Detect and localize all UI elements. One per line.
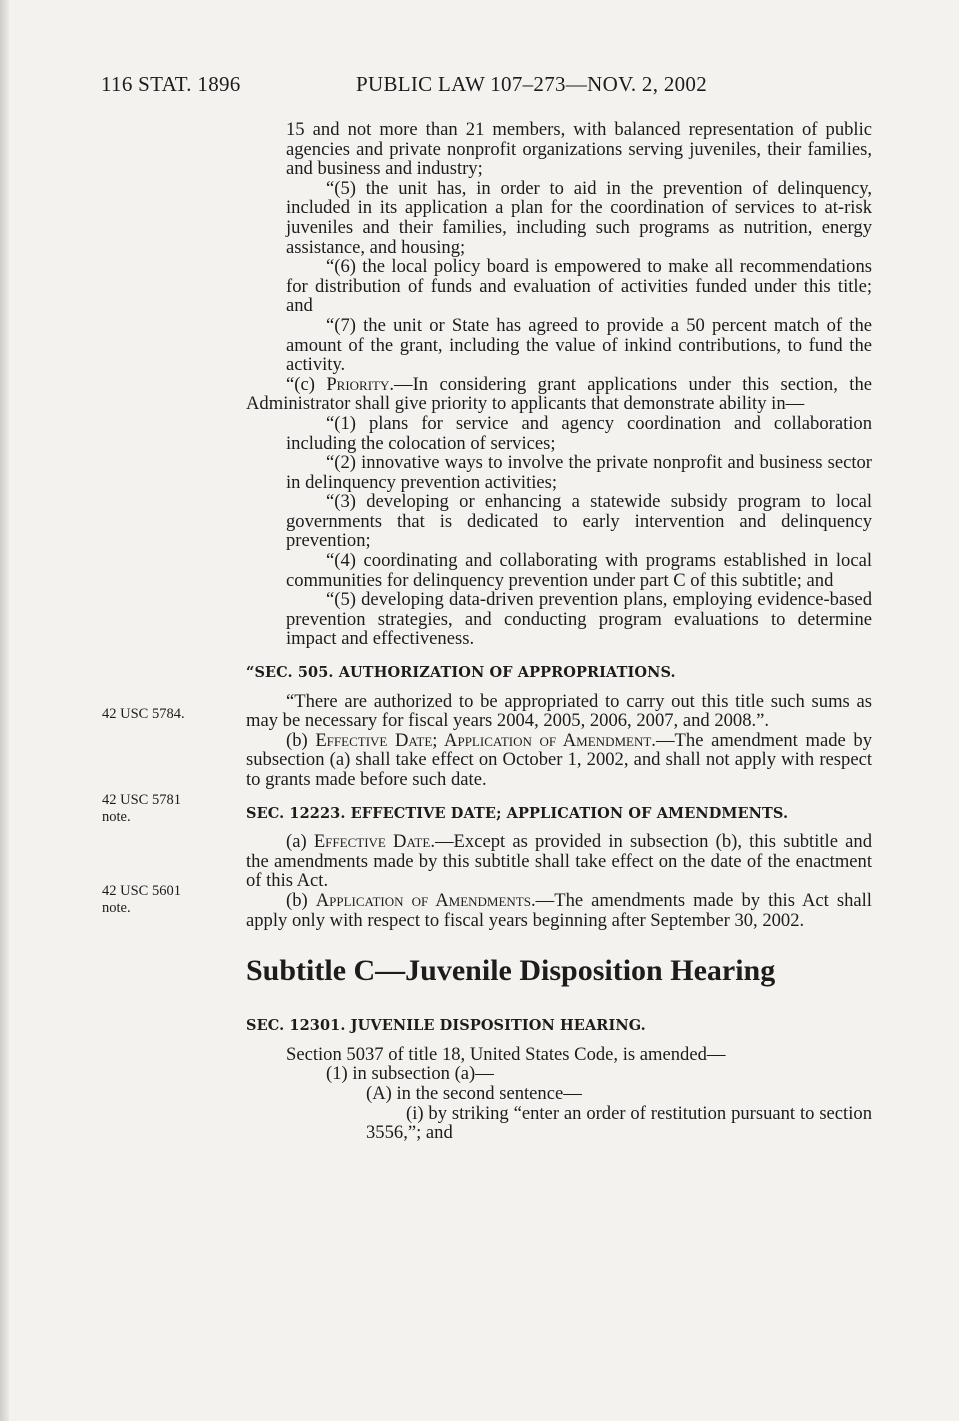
section-12301-heading: SEC. 12301. JUVENILE DISPOSITION HEARING. (246, 1017, 646, 1035)
item-1: (1) in subsection (a)— (326, 1063, 494, 1085)
priority-item-2: “(2) innovative ways to involve the private nonprofit and business sector in delinquency prevention activities; (286, 452, 872, 493)
application-of-amendments-label: Application of Amendments (315, 889, 531, 911)
scan-edge (0, 0, 9, 1421)
margin-note-usc-5781: 42 USC 5781 note. (102, 792, 181, 825)
section-12223-heading: SEC. 12223. EFFECTIVE DATE; APPLICATION OF AMENDMENTS. (246, 804, 789, 822)
document-body (246, 120, 872, 1143)
effective-date-heading: Effective Date; Application of Amendment (315, 729, 652, 751)
paragraph-7: “(7) the unit or State has agreed to provide a 50 percent match of the amount of the grant, including the value of inkind contributions, to fund the activity. (286, 314, 872, 376)
section-12223-a: (a) Effective Date.—Except as provided in subsection (b), this subtitle and the amendments made by this subtitle shall take effect on the date of the enactment of this Act. (246, 831, 872, 892)
priority-item-1: “(1) plans for service and agency coordination and collaboration including the colocation of services; (286, 412, 872, 454)
subtitle-heading: Subtitle C—Juvenile Disposition Hearing (246, 954, 776, 988)
statute-page-number: 116 STAT. 1896 (101, 72, 241, 96)
margin-note-usc-5784: 42 USC 5784. (102, 706, 185, 722)
section-505-heading: “SEC. 505. AUTHORIZATION OF APPROPRIATIONS. (246, 664, 676, 682)
section-12301-text: Section 5037 of title 18, United States Code, is amended— (286, 1043, 726, 1065)
item-a: (A) in the second sentence— (366, 1082, 582, 1104)
priority-item-5: “(5) developing data-driven prevention plans, employing evidence-based prevention strategies, and conducting program evaluations to determine impact and effectiveness. (286, 589, 872, 650)
effective-date-label: Effective Date (313, 831, 431, 853)
subsection-c-priority: “(c) Priority.—In considering grant applications under this section, the Administrator shall give priority to applicants that demonstrate ability in— (246, 373, 872, 415)
paragraph-5: “(5) the unit has, in order to aid in the prevention of delinquency, included in its application a plan for the coordination of services to at-risk juveniles and their families, including such programs as nutrition, energy assistance, and housing; (286, 177, 872, 258)
section-12223-b: (b) Application of Amendments.—The amendments made by this Act shall apply only with respect to fiscal years beginning after September 30, 2002. (246, 889, 872, 931)
paragraph-6: “(6) the local policy board is empowered to make all recommendations for distribution of funds and evaluation of activities funded under this title; and (286, 256, 872, 317)
public-law-citation: PUBLIC LAW 107–273—NOV. 2, 2002 (356, 72, 708, 96)
priority-item-3: “(3) developing or enhancing a statewide subsidy program to local governments that is dedicated to early intervention and delinquency prevention; (286, 491, 872, 552)
margin-note-usc-5601: 42 USC 5601 note. (102, 883, 181, 916)
section-505-text: “There are authorized to be appropriated to carry out this title such sums as may be necessary for fiscal years 2004, 2005, 2006, 2007, and 2008.”. (246, 690, 872, 732)
subsection-b-effective-date: (b) Effective Date; Application of Amendment.—The amendment made by subsection (a) shall take effect on October 1, 2002, and shall not apply with respect to grants made before such date. (246, 729, 872, 790)
paragraph-membership: 15 and not more than 21 members, with balanced representation of public agencies and private nonprofit organizations serving juveniles, their families, and business and industry; (286, 119, 872, 180)
page-header (101, 72, 871, 102)
item-i: (i) by striking “enter an order of restitution pursuant to section 3556,”; and (366, 1102, 872, 1144)
priority-heading: Priority (326, 373, 390, 395)
priority-item-4: “(4) coordinating and collaborating with programs established in local communities for delinquency prevention under part C of this subtitle; and (286, 550, 872, 591)
